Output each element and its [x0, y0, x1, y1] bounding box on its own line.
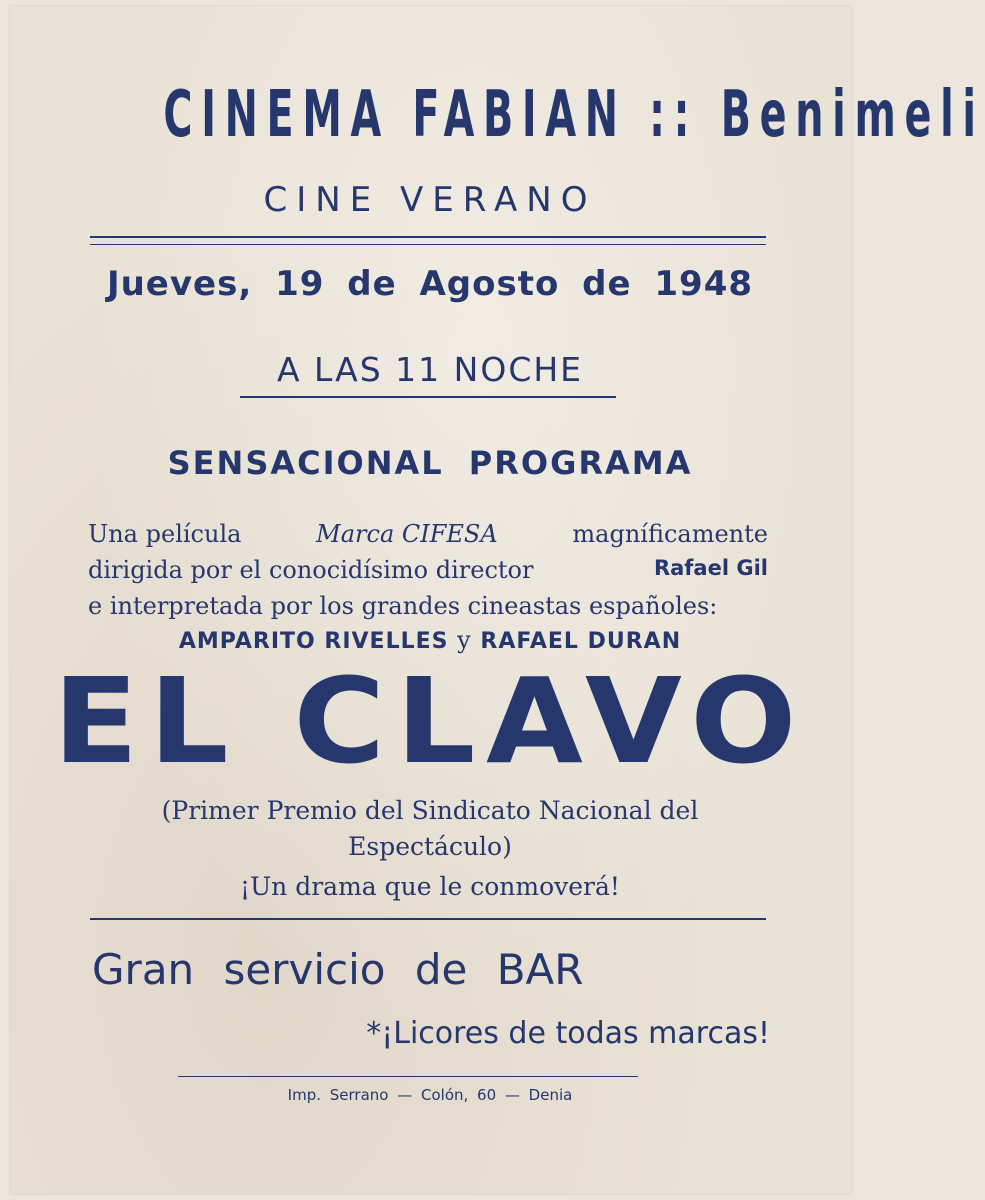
cast-line	[0, 626, 860, 654]
imprint-rule	[178, 1076, 638, 1077]
actor-name: RAFAEL DURAN	[480, 629, 682, 654]
description-text: e interpretada por los grandes cineastas españoles:	[88, 592, 718, 620]
bar-heading: Gran servicio de BAR	[92, 945, 584, 994]
director-name: Rafael Gil	[653, 556, 768, 580]
tagline: ¡Un drama que le conmoverá!	[240, 872, 620, 901]
cinema-subtitle: CINE VERANO	[263, 180, 597, 220]
divider-top-1	[90, 236, 766, 238]
description-line-3	[88, 592, 768, 620]
description-text: dirigida por el conocidísimo director	[88, 556, 534, 584]
show-time: A LAS 11 NOCHE	[276, 350, 584, 389]
description-line-2	[88, 556, 768, 584]
divider-top-2	[90, 244, 766, 245]
time-underline	[240, 396, 616, 398]
description-text: magníficamente	[572, 520, 768, 548]
show-date: Jueves, 19 de Agosto de 1948	[106, 264, 754, 304]
award-line-1: (Primer Premio del Sindicato Nacional del	[161, 796, 699, 825]
description-text: Una película	[88, 520, 242, 548]
studio-name: Marca CIFESA	[316, 520, 498, 548]
description-line-1	[88, 520, 768, 548]
cast-conjunction: y	[457, 626, 472, 654]
divider-bottom	[90, 918, 766, 920]
program-heading: SENSACIONAL PROGRAMA	[167, 444, 693, 482]
film-title: EL CLAVO	[52, 652, 808, 790]
bar-subline: *¡Licores de todas marcas!	[366, 1016, 770, 1051]
actor-name: AMPARITO RIVELLES	[178, 629, 449, 654]
printer-imprint: Imp. Serrano — Colón, 60 — Denia	[287, 1086, 573, 1104]
award-line-2: Espectáculo)	[348, 832, 512, 861]
cinema-title: CINEMA FABIAN :: Benimeli	[163, 78, 985, 152]
